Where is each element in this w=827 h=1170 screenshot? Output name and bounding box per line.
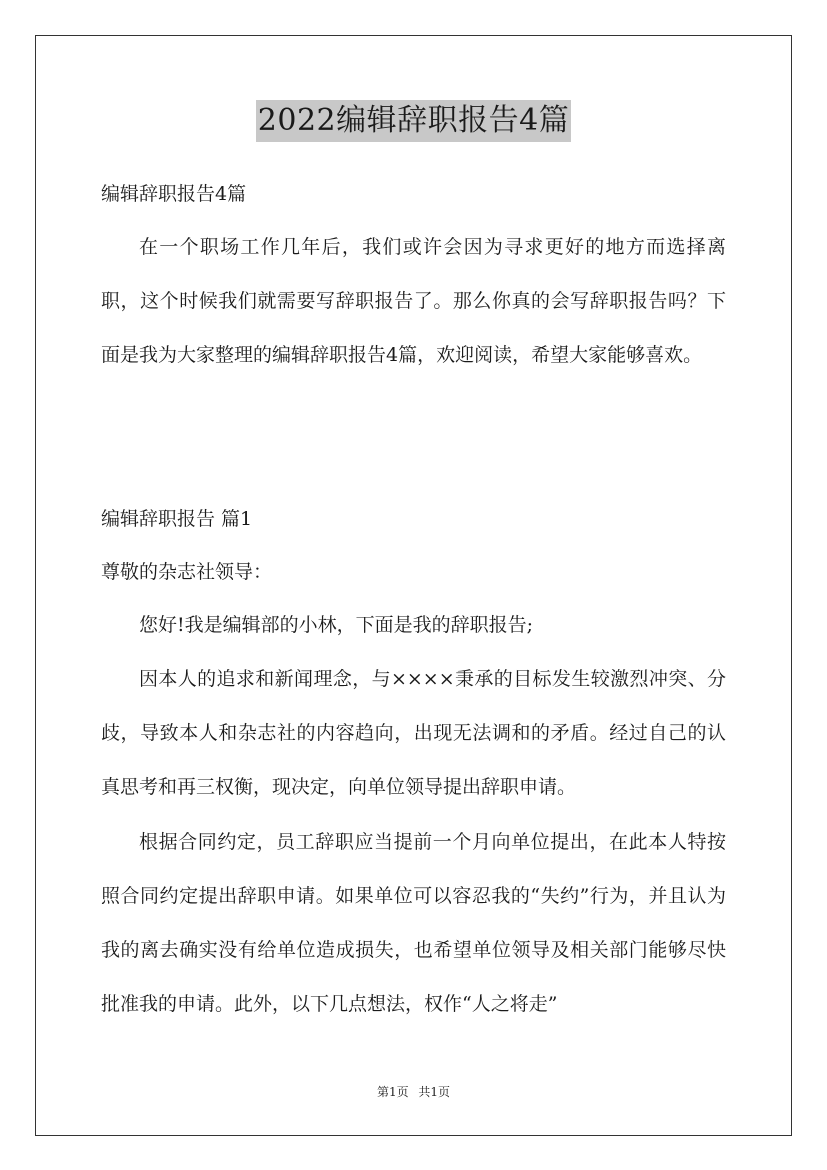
intro-paragraph: 在一个职场工作几年后，我们或许会因为寻求更好的地方而选择离职，这个时候我们就需要写辞职报告了。那么你真的会写辞职报告吗？下面是我为大家整理的编辑辞职报告4篇，欢迎阅读，希望大家能够喜欢。 (101, 236, 726, 366)
salutation: 尊敬的杂志社领导： (101, 561, 273, 583)
body-paragraph: 您好!我是编辑部的小林，下面是我的辞职报告; (139, 614, 534, 636)
page-number: 第1页 (376, 1085, 409, 1099)
document-subtitle: 编辑辞职报告4篇 (101, 183, 247, 205)
section-heading: 编辑辞职报告 篇1 (101, 508, 253, 530)
body-paragraph: 因本人的追求和新闻理念，与××××秉承的目标发生较激烈冲突、分歧，导致本人和杂志社的内容趋向，出现无法调和的矛盾。经过自己的认真思考和再三权衡，现决定，向单位领导提出辞职申请。 (101, 668, 726, 798)
document-title: 2022编辑辞职报告4篇 (256, 100, 571, 142)
title-container (0, 100, 827, 142)
page-footer (0, 1083, 827, 1101)
page-total: 共1页 (418, 1085, 451, 1099)
body-paragraph: 根据合同约定，员工辞职应当提前一个月向单位提出，在此本人特按照合同约定提出辞职申请。如果单位可以容忍我的“失约”行为，并且认为我的离去确实没有给单位造成损失，也希望单位领导及相关部门能够尽快批准我的申请。此外，以下几点想法，权作“人之将走” (101, 831, 726, 1015)
